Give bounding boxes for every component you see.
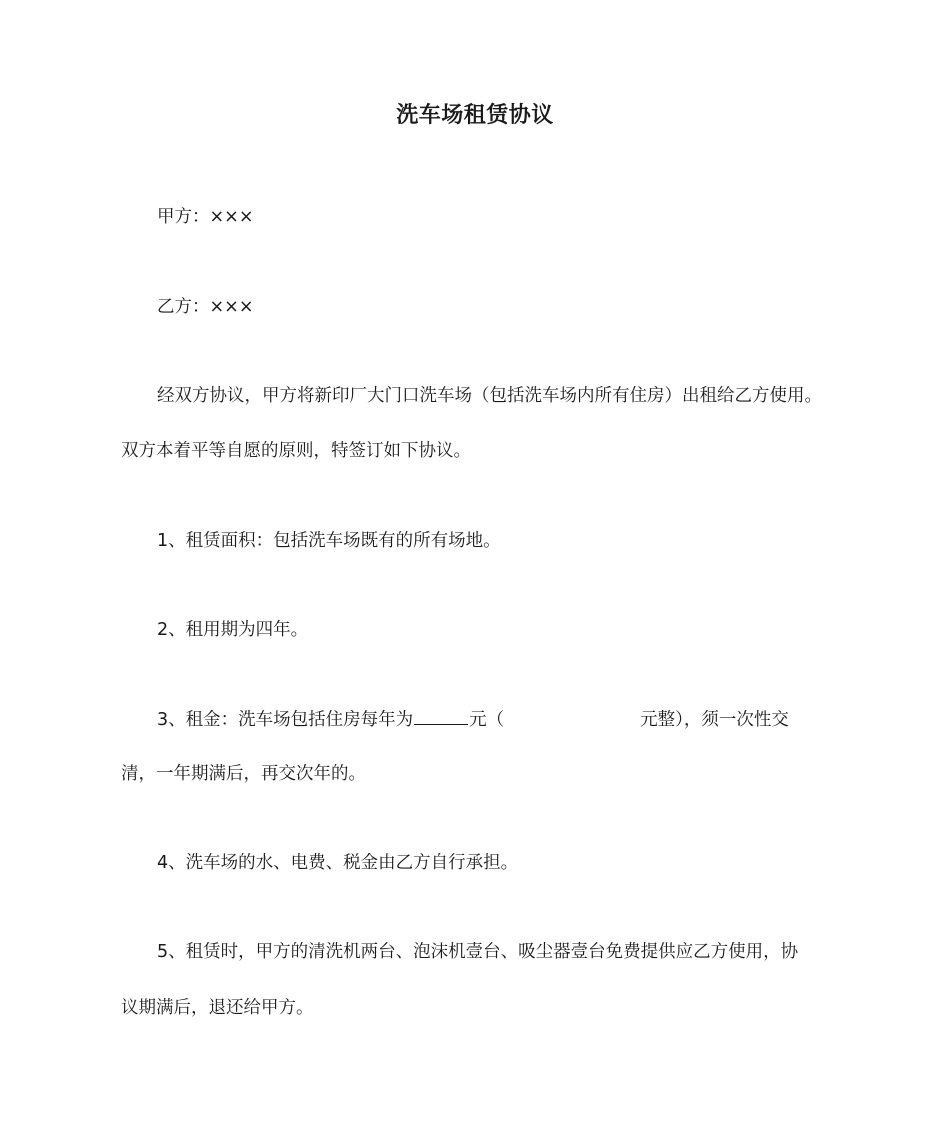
clause-5-line-2: 议期满后，退还给甲方。 [121,998,314,1018]
clause-2: 2、租用期为四年。 [157,620,309,640]
clause-3-text-b: 元（ [469,710,505,730]
party-b: 乙方：××× [157,297,254,317]
intro-line-1: 经双方协议，甲方将新印厂大门口洗车场（包括洗车场内所有住房）出租给乙方使用。 [157,386,822,406]
clause-4: 4、洗车场的水、电费、税金由乙方自行承担。 [157,853,519,873]
clause-3-line-2: 清，一年期满后，再交次年的。 [121,764,366,784]
clause-5-line-1: 5、租赁时，甲方的清洗机两台、泡沫机壹台、吸尘器壹台免费提供应乙方使用，协 [157,942,799,962]
clause-3-line-1 [121,706,877,733]
clause-1: 1、租赁面积：包括洗车场既有的所有场地。 [157,531,501,551]
intro-line-2: 双方本着平等自愿的原则，特签订如下协议。 [121,441,471,461]
party-a: 甲方：××× [157,207,254,227]
clause-3-text-c: 元整），须一次性交 [640,710,789,730]
document-title: 洗车场租赁协议 [396,103,554,128]
rent-amount-blank [414,706,468,725]
clause-3-text-a: 3、租金：洗车场包括住房每年为 [157,710,414,730]
